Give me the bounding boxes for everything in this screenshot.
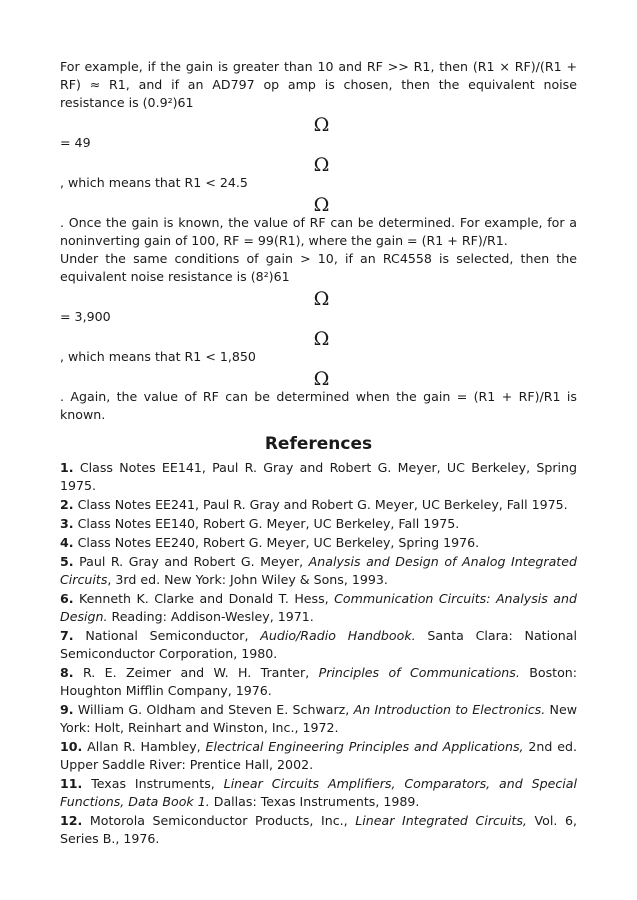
reference-item <box>60 627 577 663</box>
reference-number: 9. <box>60 702 74 717</box>
reference-item <box>60 496 577 514</box>
document-page <box>60 58 577 849</box>
reference-number: 2. <box>60 497 74 512</box>
reference-title: An Introduction to Electronics. <box>353 702 546 717</box>
omega-symbol: Ω <box>313 368 330 390</box>
reference-item <box>60 590 577 626</box>
reference-text: National Semiconductor, <box>73 628 261 643</box>
paragraph-rc4558-example: Under the same conditions of gain > 10, if an RC4558 is selected, then the equivalent noise resistance is (8²)61 <box>60 251 577 284</box>
omega-symbol: Ω <box>313 114 330 136</box>
references-heading: References <box>264 434 373 454</box>
reference-text: R. E. Zeimer and W. H. Tranter, <box>73 665 319 680</box>
reference-publisher: Vol. 6, Series B., 1976. <box>60 813 577 846</box>
reference-number: 12. <box>60 813 83 828</box>
reference-number: 8. <box>60 665 74 680</box>
reference-number: 3. <box>60 516 74 531</box>
omega-symbol: Ω <box>313 288 330 310</box>
reference-publisher: , 3rd ed. New York: John Wiley & Sons, 1993. <box>107 572 388 587</box>
reference-title: Audio/Radio Handbook. <box>260 628 416 643</box>
reference-item <box>60 459 577 495</box>
reference-title: Analysis and Design of Analog Integrated Circuits <box>60 554 577 587</box>
omega-symbol: Ω <box>313 328 330 350</box>
reference-publisher: Dallas: Texas Instruments, 1989. <box>209 794 420 809</box>
reference-number: 10. <box>60 739 83 754</box>
paragraph-ad797-example: For example, if the gain is greater than 10 and RF >> R1, then (R1 × RF)/(R1 + RF) ≈ R1, and if an AD797 op amp is chosen, then the equivalent noise resistance is (0.9²)61 <box>60 59 577 110</box>
reference-number: 1. <box>60 460 74 475</box>
paragraph-equals-49: = 49 <box>60 135 91 150</box>
reference-publisher: New York: Holt, Reinhart and Winston, Inc., 1972. <box>60 702 577 735</box>
reference-text: Class Notes EE141, Paul R. Gray and Robert G. Meyer, UC Berkeley, Spring 1975. <box>60 460 577 493</box>
reference-item <box>60 553 577 589</box>
reference-number: 4. <box>60 535 74 550</box>
reference-text: Class Notes EE240, Robert G. Meyer, UC Berkeley, Spring 1976. <box>73 535 480 550</box>
reference-item <box>60 534 577 552</box>
reference-publisher: 2nd ed. Upper Saddle River: Prentice Hall, 2002. <box>60 739 577 772</box>
reference-text: Allan R. Hambley, <box>82 739 206 754</box>
reference-text: Class Notes EE241, Paul R. Gray and Robert G. Meyer, UC Berkeley, Fall 1975. <box>73 497 568 512</box>
reference-publisher: Reading: Addison-Wesley, 1971. <box>107 609 314 624</box>
reference-item <box>60 515 577 533</box>
reference-text: Paul R. Gray and Robert G. Meyer, <box>73 554 309 569</box>
references-list <box>60 459 577 848</box>
reference-item <box>60 775 577 811</box>
reference-text: Class Notes EE140, Robert G. Meyer, UC Berkeley, Fall 1975. <box>73 516 460 531</box>
reference-text: Motorola Semiconductor Products, Inc., <box>82 813 356 828</box>
paragraph-r1-limit-1850: , which means that R1 < 1,850 <box>60 349 256 364</box>
paragraph-equals-3900: = 3,900 <box>60 309 111 324</box>
omega-symbol: Ω <box>313 154 330 176</box>
reference-title: Principles of Communications. <box>318 665 520 680</box>
reference-title: Communication Circuits: Analysis and Design. <box>60 591 577 624</box>
paragraph-r1-limit-24: , which means that R1 < 24.5 <box>60 175 248 190</box>
reference-title: Electrical Engineering Principles and Applications, <box>205 739 524 754</box>
reference-item <box>60 812 577 848</box>
reference-item <box>60 738 577 774</box>
reference-publisher: Santa Clara: National Semiconductor Corporation, 1980. <box>60 628 577 661</box>
reference-title: Linear Integrated Circuits, <box>355 813 527 828</box>
reference-publisher: Boston: Houghton Mifflin Company, 1976. <box>60 665 577 698</box>
reference-text: Kenneth K. Clarke and Donald T. Hess, <box>73 591 335 606</box>
reference-item <box>60 664 577 700</box>
paragraph-gain-known: . Once the gain is known, the value of RF can be determined. For example, for a noninverting gain of 100, RF = 99(R1), where the gain = (R1 + RF)/R1. <box>60 215 577 248</box>
reference-text: Texas Instruments, <box>82 776 224 791</box>
reference-number: 6. <box>60 591 74 606</box>
omega-symbol: Ω <box>313 194 330 216</box>
reference-title: Linear Circuits Amplifiers, Comparators, and Special Functions, Data Book 1. <box>60 776 577 809</box>
paragraph-again-rf: . Again, the value of RF can be determined when the gain = (R1 + RF)/R1 is known. <box>60 389 577 422</box>
reference-number: 7. <box>60 628 74 643</box>
reference-number: 5. <box>60 554 74 569</box>
reference-number: 11. <box>60 776 83 791</box>
reference-text: William G. Oldham and Steven E. Schwarz, <box>73 702 354 717</box>
reference-item <box>60 701 577 737</box>
